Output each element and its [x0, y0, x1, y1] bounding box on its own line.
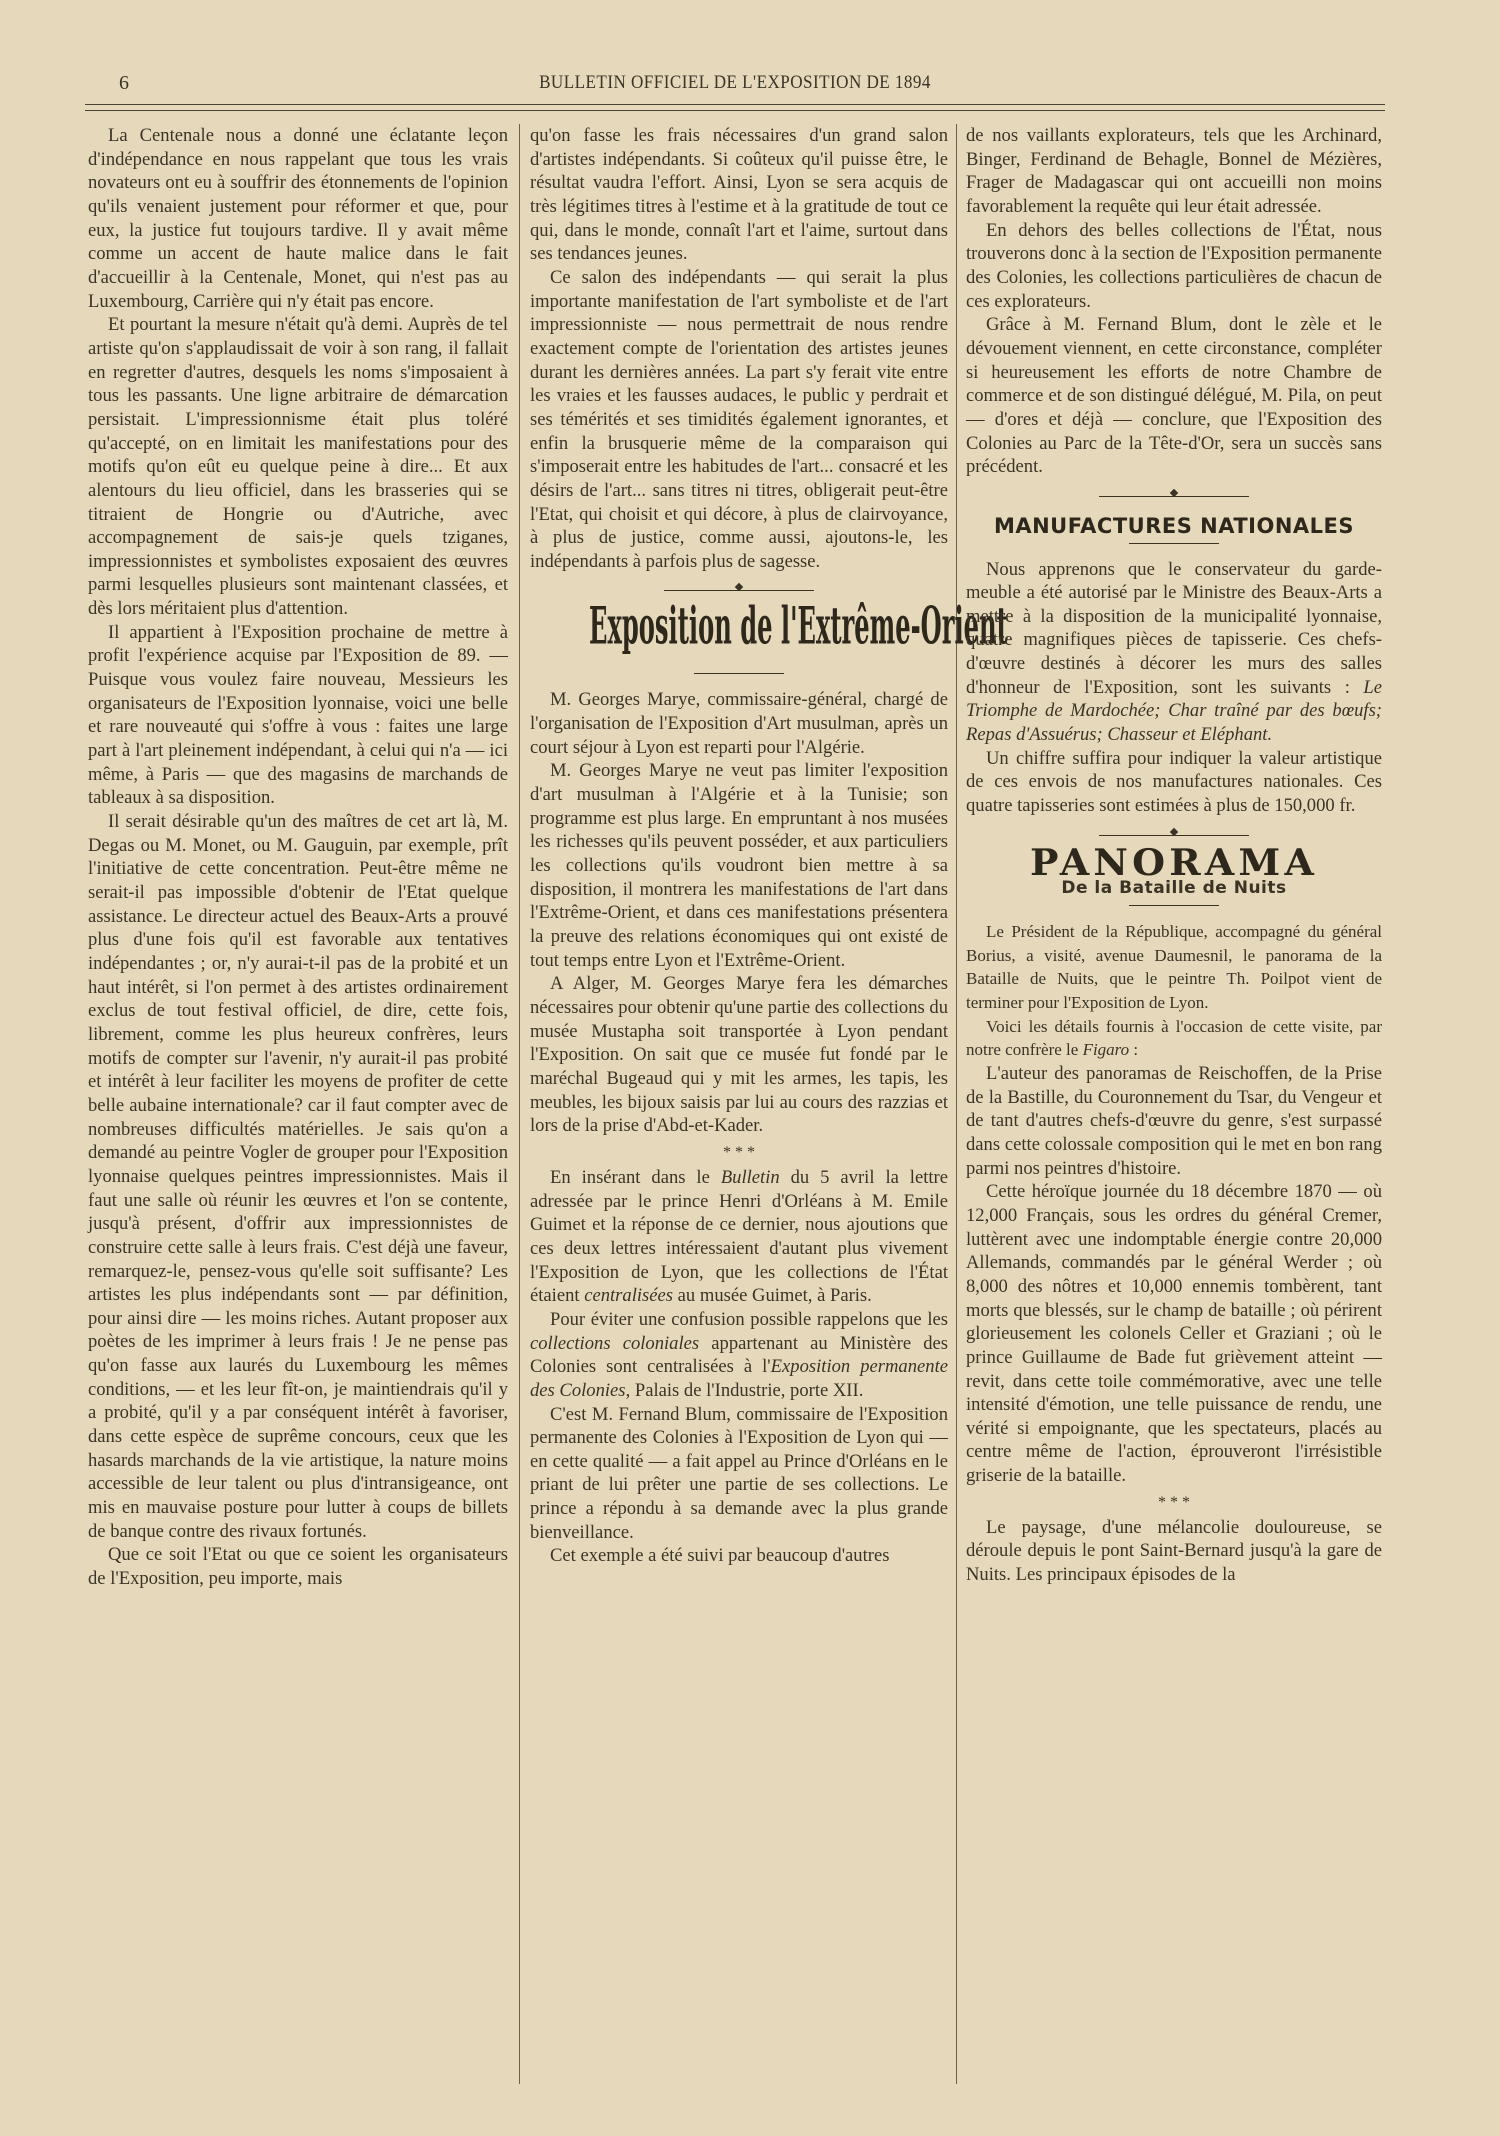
- column-3: [966, 124, 1382, 1587]
- paragraph: [88, 313, 508, 621]
- text-run: , Palais de l'Industrie, porte XII.: [625, 1379, 864, 1401]
- paragraph: [966, 219, 1382, 314]
- paragraph: [530, 759, 948, 972]
- text-run: Le paysage, d'une mélancolie douloureuse, se déroule depuis le pont Saint-Bernard jusqu'à la gare de Nuits. Les principaux épisodes de la: [966, 1516, 1382, 1586]
- text-run: de nos vaillants explorateurs, tels que les Archinard, Binger, Ferdinand de Behagle, Bonnel de Mézières, Frager de Madagascar qui ont accueilli non moins favorablement la requête qui leur était adressée.: [966, 125, 1382, 217]
- heading-rule: [1129, 543, 1219, 544]
- text-run: qu'on fasse les frais nécessaires d'un grand salon d'artistes indépendants. Si coûteux qu'il puisse être, le résultat vaudra l'effort. Ainsi, Lyon se sera acquis de très légitimes titres à l'estime et à la gratitude de tout ce qui, dans le monde, connaît l'art et l'aime, surtout dans ses tendances jeunes.: [530, 125, 948, 265]
- text-run: du 5 avril la lettre adressée par le prince Henri d'Orléans à M. Emile Guimet et la réponse de ce dernier, nous ajoutions que ces deux lettres intéressaient d'autant plus vivement l'Exposition de Lyon, que les collections de l'État étaient: [530, 1166, 949, 1307]
- paragraph: [530, 1166, 948, 1308]
- paragraph: [530, 124, 948, 266]
- paragraph: [966, 920, 1382, 1015]
- diamond-ornament-icon: [735, 583, 743, 591]
- text-run: au musée Guimet, à Paris.: [673, 1285, 872, 1307]
- heading-rule: [1129, 905, 1219, 906]
- paragraph: [530, 972, 948, 1138]
- page-number: 6: [119, 72, 129, 94]
- article-subheading-text: De la Bataille de Nuits: [1061, 878, 1287, 899]
- paragraph: [966, 1180, 1382, 1488]
- paragraph: [966, 747, 1382, 818]
- text-run: M. Georges Marye, commissaire-général, chargé de l'organisation de l'Exposition d'Art musulman, après un court séjour à Lyon est reparti pour l'Algérie.: [530, 689, 948, 758]
- paragraph: [88, 124, 508, 313]
- paragraph: [966, 558, 1382, 747]
- article-heading-text: PANORAMA: [1030, 841, 1318, 884]
- column-divider: [956, 124, 957, 2084]
- text-run: Il serait désirable qu'un des maîtres de cet art là, M. Degas ou M. Monet, ou M. Gauguin, par exemple, prît l'initiative de cette concentration. Peut-être même ne serait-il pas impossible d'obtenir de l'Etat quelque assistance. Le directeur actuel des Beaux-Arts a prouvé plus d'une fois qu'il est favorable aux tentatives indépendantes ; or, n'y aurai-t-il pas de la probité et un haut intérêt, si l'on permet à des artistes ordinairement exclus de tout festival officiel, de dire, cette fois, librement, comme les plus heureux confrères, leurs motifs de compter sur l'avenir, n'y aurait-il pas probité et intérêt à leur faciliter les moyens de profiter de cette belle aubaine internationale? car il faut compter avec de nombreuses difficultés matérielles. Je sais qu'on a demandé au peintre Vogler de grouper pour l'Exposition lyonnaise quelques peintres impressionnistes. Mais il faut une salle où réunir les œuvres et l'on se contente, jusqu'à présent, d'offrir aux impressionnistes de construire cette salle à leurs frais. C'est déjà une faveur, remarquez-le, pensez-vous qu'elle soit suffisante? Les artistes les plus indépendants sont — par définition, pour ainsi dire — les moins riches. Autant proposer aux poètes de les imprimer à leurs frais ! Je ne pense pas qu'on fasse aux laurés du Luxembourg les mêmes conditions, — et les leur fît-on, je maintiendrais qu'il y a probité, qu'il y a par conséquent intérêt à favoriser, dans cette espèce de suprême concours, ceux que les hasards marchands de la vie artistique, la nature moins accessible de leur talent ou plus d'intransigeance, ont mis en mauvaise posture pour lutter à coups de billets de banque contre des rivaux fortunés.: [88, 811, 508, 1542]
- article-heading-text: Exposition de l'Extrême-Orient: [589, 597, 1008, 658]
- text-run: Il appartient à l'Exposition prochaine de mettre à profit l'expérience acquise par l'Exposition de 89. — Puisque vous voulez faire nouveau, Messieurs les organisateurs de l'Exposition lyonnaise, voici une belle et rare nouveauté qui s'offre à vous : faites une large part à l'art pleinement indépendant, à celui qui n'a — ici même, à Paris — que des magasins de marchands de tableaux à sa disposition.: [88, 621, 508, 809]
- article-heading-text: MANUFACTURES NATIONALES: [993, 513, 1355, 538]
- text-run: En dehors des belles collections de l'État, nous trouverons donc à la section de l'Exposition permanente des Colonies, les collections particulières de chacun de ces explorateurs.: [966, 219, 1382, 312]
- text-run: Grâce à M. Fernand Blum, dont le zèle et le dévouement viennent, en cette circonstance, compléter si heureusement les efforts de notre Chambre de commerce et de son distingué délégué, M. Pila, on peut — d'ores et déjà — conclure, que l'Exposition des Colonies au Parc de la Tête-d'Or, sera un succès sans précédent.: [966, 314, 1382, 478]
- paragraph: [530, 1403, 948, 1545]
- text-run: Un chiffre suffira pour indiquer la valeur artistique de ces envois de nos manufactures nationales. Ces quatre tapisseries sont estimées à plus de 150,000 fr.: [966, 747, 1382, 817]
- column-1: [88, 124, 508, 1591]
- text-run: La Centenale nous a donné une éclatante leçon d'indépendance en nous rappelant que tous les vrais novateurs ont eu à souffrir des étonnements de l'opinion qu'ils venaient justement pour réformer et que, pour eux, la justice fut toujours tardive. Il y avait même comme un accent de haute malice dans le fait d'accueillir à la Centenale, Monet, qui n'est pas au Luxembourg, Carrière qui n'y était pas encore.: [88, 125, 508, 312]
- text-run: Le Président de la République, accompagné du général Borius, a visité, avenue Daumesnil, le panorama de la Bataille de Nuits, que le peintre Th. Poilpot vient de terminer pour l'Exposition de Lyon.: [966, 922, 1382, 1012]
- paragraph: [966, 1062, 1382, 1180]
- text-run: appartenant au Ministère des Colonies sont centralisées à l': [530, 1332, 948, 1378]
- text-run: Que ce soit l'Etat ou que ce soient les organisateurs de l'Exposition, peu importe, mais: [88, 1544, 508, 1590]
- text-run: Cet exemple a été suivi par beaucoup d'autres: [550, 1545, 890, 1567]
- asterism-text: * * *: [723, 1143, 755, 1161]
- italic-text: Bulletin: [720, 1166, 780, 1188]
- text-run: Et pourtant la mesure n'était qu'à demi. Auprès de tel artiste qu'on s'applaudissait de voir à son rang, il fallait en regretter d'autres, desquels les noms s'imposaient à tous les passants. Une ligne arbitraire de démarcation persistait. L'impressionnisme était plus toléré qu'accepté, on en limitait les manifestations pour des motifs qu'on eût eu quelque peine à dire... Et aux alentours du lieu officiel, dans les brasseries qui se titraient de Hongrie ou d'Autriche, avec accompagnement de sais-je quels tziganes, impressionnistes et symbolistes exposaient des œuvres parmi lesquelles plusieurs sont maintenant classées, et dès lors méritaient plus d'attention.: [88, 314, 508, 620]
- diamond-ornament-icon: [1170, 827, 1178, 835]
- paragraph: [966, 313, 1382, 479]
- paragraph: [530, 266, 948, 574]
- paragraph: [88, 621, 508, 810]
- column-2: [530, 124, 1008, 1568]
- text-run: Pour éviter une confusion possible rappelons que les: [550, 1308, 948, 1330]
- text-run: En insérant dans le: [550, 1166, 721, 1188]
- text-run: Nous apprenons que le conservateur du garde-meuble a été autorisé par le Ministre des Beaux-Arts a mettre à la disposition de la municipalité lyonnaise, quatre magnifiques pièces de tapisserie. Ces chefs-d'œuvre destinés à décorer les murs des salles d'honneur de l'Exposition, sont les suivants :: [966, 558, 1382, 698]
- asterism: [966, 1492, 1382, 1514]
- article-heading: [966, 515, 1382, 539]
- text-run: Voici les détails fournis à l'occasion de cette visite, par notre confrère le: [966, 1016, 1382, 1060]
- column-divider: [519, 124, 520, 2084]
- text-run: A Alger, M. Georges Marye fera les démarches nécessaires pour obtenir qu'une partie des collections du musée Mustapha soit transportée à Lyon pendant l'Exposition. On sait que ce musée fut fondé par le maréchal Bugeaud qui y mit les armes, les tapis, les meubles, les bijoux saisis par lui au cours des razzias et lors de la prise d'Abd-et-Kader.: [530, 973, 948, 1137]
- text-run: C'est M. Fernand Blum, commissaire de l'Exposition permanente des Colonies à l'Exposition de Lyon qui — en cette qualité — a fait appel au Prince d'Orléans en le priant de lui prêter une partie de ses collections. Le prince a répondu à sa demande avec la plus grande bienveillance.: [530, 1403, 948, 1543]
- paragraph: [530, 688, 948, 759]
- section-divider: [1099, 485, 1249, 507]
- paragraph: [966, 1516, 1382, 1587]
- header-rule: [85, 110, 1385, 111]
- paragraph: [88, 1543, 508, 1590]
- italic-text: Le Triomphe de Mardochée; Char traîné par des bœufs; Repas d'Assuérus; Chasseur et Eléphant.: [966, 676, 1382, 746]
- running-header: [85, 72, 1385, 102]
- italic-text: centralisées: [584, 1285, 674, 1307]
- text-run: :: [1129, 1040, 1139, 1060]
- text-run: M. Georges Marye ne veut pas limiter l'exposition d'art musulman à l'Algérie et à la Tunisie; son programme est plus large. En empruntant à nos musées les richesses qu'ils peuvent posséder, et aux particuliers les collections qu'ils voudront bien mettre à sa disposition, il montrera les manifestations de l'art dans l'Extrême-Orient, et dans ces manifestations présentera la preuve des relations économiques qui ont existé de tout temps entre Lyon et l'Extrême-Orient.: [530, 760, 948, 971]
- article-heading: [530, 597, 1008, 669]
- paragraph: [966, 1015, 1382, 1062]
- paragraph: [530, 1544, 948, 1568]
- paragraph: [966, 124, 1382, 219]
- text-run: Cette héroïque journée du 18 décembre 1870 — où 12,000 Français, sous les ordres du général Cremer, luttèrent avec une indomptable énergie contre 20,000 Allemands, commandés par le général Werder ; où 8,000 des nôtres et 10,000 ennemis tombèrent, tant morts que blessés, sur le champ de bataille ; où périrent glorieusement les colonels Celler et Graziani ; où le prince Guillaume de Bade fut grièvement atteint — revit, dans cette toile commémorative, avec une telle intensité d'émotion, une telle puissance de rendu, une vérité si empoignante, que les spectateurs, placés au centre même de l'action, éprouveront l'irrésistible griserie de la bataille.: [966, 1181, 1382, 1487]
- heading-rule: [694, 673, 784, 674]
- text-run: L'auteur des panoramas de Reischoffen, de la Prise de la Bastille, du Couronnement du Tsar, du Vengeur et de tant d'autres chefs-d'œuvre du genre, s'est surpassé dans cette colossale composition qui le met en bon rang parmi nos peintres d'histoire.: [966, 1062, 1382, 1179]
- publication-title: BULLETIN OFFICIEL DE L'EXPOSITION DE 1894: [539, 72, 931, 93]
- diamond-ornament-icon: [1170, 489, 1178, 497]
- article-heading: [956, 841, 1393, 884]
- italic-text: collections coloniales: [530, 1332, 700, 1354]
- italic-text: Exposition permanente des Colonies: [530, 1356, 948, 1401]
- italic-text: Figaro: [1082, 1040, 1130, 1060]
- asterism-text: * * *: [1158, 1493, 1190, 1511]
- text-run: Ce salon des indépendants — qui serait la plus importante manifestation de l'art symboliste et de l'art impressionniste — nous permettrait de nous rendre exactement compte de l'orientation des artistes jeunes durant les dernières années. La part s'y ferait vite entre les vraies et les fausses audaces, le public y perdrait et ses témérités et ses timidités également ignorantes, et enfin la brusquerie même de la comparaison qui s'imposerait entre les habitudes de l'art... consacré et les désirs de l'art... sans titres ni titres, obligerait peut-être l'Etat, qui choisit et qui décore, à plus de clairvoyance, à plus de justice, comme aussi, ajoutons-le, les indépendants à parfois plus de sagesse.: [530, 266, 948, 572]
- header-rule: [85, 104, 1385, 105]
- paragraph: [530, 1308, 948, 1403]
- paragraph: [88, 810, 508, 1543]
- asterism: [530, 1142, 948, 1164]
